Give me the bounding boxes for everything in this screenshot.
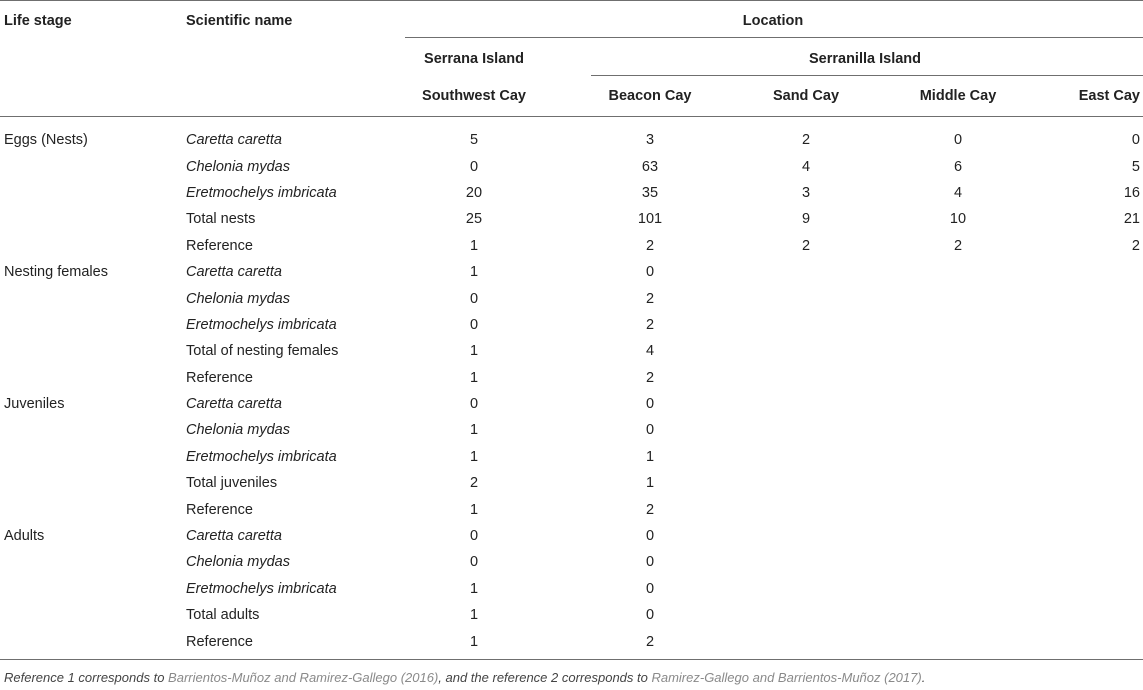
row-values-cell — [406, 549, 1143, 575]
value-cell: 5 — [469, 132, 479, 149]
value-cell: 0 — [469, 316, 479, 333]
row-label-cell — [0, 365, 406, 391]
row-values-cell — [406, 259, 1143, 285]
row-label-cell — [0, 259, 406, 285]
value-cell: 1 — [469, 448, 479, 465]
value-cell: 0 — [645, 264, 655, 281]
row-values-cell — [406, 523, 1143, 549]
row-label-cell — [0, 180, 406, 206]
species-name: Caretta caretta — [186, 132, 282, 149]
value-cell: 2 — [801, 132, 811, 149]
life-stage-label: Nesting females — [4, 264, 108, 281]
value-cell: 0 — [469, 554, 479, 571]
species-name: Chelonia mydas — [186, 422, 290, 439]
value-cell: 1 — [645, 448, 655, 465]
table-row — [0, 470, 1143, 496]
value-cell: 2 — [645, 633, 655, 650]
value-cell: 1 — [469, 237, 479, 254]
value-cell: 5 — [1131, 158, 1140, 175]
value-cell: 3 — [801, 184, 811, 201]
table-row — [0, 602, 1143, 628]
row-values-cell — [406, 417, 1143, 443]
value-cell: 1 — [469, 633, 479, 650]
row-values-cell — [406, 338, 1143, 364]
row-values-cell — [406, 285, 1143, 311]
species-name: Eretmochelys imbricata — [186, 184, 337, 201]
value-cell: 4 — [645, 343, 655, 360]
footnote-text-2: , and the reference 2 corresponds to — [438, 670, 652, 685]
value-cell: 0 — [645, 580, 655, 597]
value-cell: 2 — [645, 501, 655, 518]
value-cell: 2 — [645, 369, 655, 386]
row-label-cell — [0, 417, 406, 443]
value-cell: 2 — [801, 237, 811, 254]
species-name: Caretta caretta — [186, 396, 282, 413]
row-label-cell — [0, 233, 406, 259]
value-cell: 1 — [469, 264, 479, 281]
value-cell: 0 — [469, 158, 479, 175]
row-label: Reference — [186, 369, 253, 386]
row-label: Reference — [186, 633, 253, 650]
header-location: Location — [742, 13, 804, 29]
table-row — [0, 523, 1143, 549]
value-cell: 1 — [645, 475, 655, 492]
footnote-reference-2-link[interactable]: Ramirez-Gallego and Barrientos-Muñoz (2017) — [651, 670, 922, 685]
species-name: Chelonia mydas — [186, 554, 290, 571]
row-values-cell — [406, 233, 1143, 259]
value-cell: 4 — [801, 158, 811, 175]
value-cell: 20 — [465, 184, 483, 201]
header-serrana-island: Serrana Island — [424, 51, 524, 67]
value-cell: 0 — [469, 528, 479, 545]
value-cell: 10 — [949, 211, 967, 228]
row-label: Total juveniles — [186, 475, 278, 492]
header-bottom-rule — [0, 116, 1143, 117]
value-cell: 0 — [645, 422, 655, 439]
footnote-text-1: Reference 1 corresponds to — [4, 670, 169, 685]
header-cay-middle: Middle Cay — [919, 88, 997, 104]
value-cell: 1 — [469, 422, 479, 439]
value-cell: 0 — [645, 607, 655, 624]
value-cell: 4 — [953, 184, 963, 201]
value-cell: 2 — [645, 290, 655, 307]
value-cell: 6 — [953, 158, 963, 175]
species-name: Chelonia mydas — [186, 158, 290, 175]
row-values-cell — [406, 391, 1143, 417]
row-label-cell — [0, 549, 406, 575]
serranilla-rule — [591, 75, 1143, 76]
row-values-cell — [406, 628, 1143, 654]
table-row — [0, 496, 1143, 522]
row-values-cell — [406, 576, 1143, 602]
value-cell: 1 — [469, 369, 479, 386]
life-stage-label: Juveniles — [4, 396, 65, 413]
row-label-cell — [0, 576, 406, 602]
row-values-cell — [406, 602, 1143, 628]
table-row — [0, 259, 1143, 285]
table-top-rule — [0, 0, 1143, 1]
species-name: Caretta caretta — [186, 528, 282, 545]
row-values-cell — [406, 496, 1143, 522]
species-name: Eretmochelys imbricata — [186, 448, 337, 465]
row-label-cell — [0, 628, 406, 654]
value-cell: 1 — [469, 607, 479, 624]
species-name: Eretmochelys imbricata — [186, 316, 337, 333]
table-row — [0, 444, 1143, 470]
row-values-cell — [406, 444, 1143, 470]
value-cell: 101 — [637, 211, 663, 228]
value-cell: 63 — [641, 158, 659, 175]
value-cell: 0 — [645, 528, 655, 545]
table-row — [0, 233, 1143, 259]
row-values-cell — [406, 180, 1143, 206]
row-label-cell — [0, 312, 406, 338]
row-label-cell — [0, 206, 406, 232]
value-cell: 2 — [645, 237, 655, 254]
value-cell: 3 — [645, 132, 655, 149]
value-cell: 0 — [953, 132, 963, 149]
row-label-cell — [0, 285, 406, 311]
value-cell: 2 — [1131, 237, 1140, 254]
species-name: Caretta caretta — [186, 264, 282, 281]
row-label-cell — [0, 602, 406, 628]
footnote-reference-1-link[interactable]: Barrientos-Muñoz and Ramirez-Gallego (2016) — [168, 670, 439, 685]
row-label: Reference — [186, 237, 253, 254]
value-cell: 2 — [645, 316, 655, 333]
row-label-cell — [0, 523, 406, 549]
value-cell: 9 — [801, 211, 811, 228]
location-rule — [405, 37, 1143, 38]
header-cay-east: East Cay — [1078, 88, 1140, 104]
species-name: Chelonia mydas — [186, 290, 290, 307]
footnote-text-3: . — [921, 670, 926, 685]
table-row — [0, 576, 1143, 602]
row-label-cell — [0, 470, 406, 496]
table-bottom-rule — [0, 659, 1143, 660]
species-name: Eretmochelys imbricata — [186, 580, 337, 597]
value-cell: 0 — [1131, 132, 1140, 149]
row-label-cell — [0, 153, 406, 179]
life-stage-label: Eggs (Nests) — [4, 132, 88, 149]
row-values-cell — [406, 206, 1143, 232]
table-footnote — [4, 670, 925, 685]
table-row — [0, 206, 1143, 232]
table-row — [0, 312, 1143, 338]
value-cell: 1 — [469, 343, 479, 360]
value-cell: 1 — [469, 580, 479, 597]
header-serranilla-island: Serranilla Island — [808, 51, 922, 67]
value-cell: 25 — [465, 211, 483, 228]
value-cell: 35 — [641, 184, 659, 201]
row-label: Total nests — [186, 211, 256, 228]
row-label: Total adults — [186, 607, 260, 624]
value-cell: 0 — [469, 290, 479, 307]
table-row — [0, 127, 1143, 153]
table-row — [0, 285, 1143, 311]
value-cell: 0 — [645, 554, 655, 571]
row-values-cell — [406, 127, 1143, 153]
table-row — [0, 153, 1143, 179]
table-row — [0, 391, 1143, 417]
header-cay-sand: Sand Cay — [772, 88, 840, 104]
row-label: Reference — [186, 501, 253, 518]
row-label-cell — [0, 127, 406, 153]
table-row — [0, 549, 1143, 575]
value-cell: 2 — [469, 475, 479, 492]
row-values-cell — [406, 153, 1143, 179]
row-label-cell — [0, 496, 406, 522]
row-label: Total of nesting females — [186, 343, 339, 360]
header-scientific-name: Scientific name — [186, 13, 293, 29]
row-values-cell — [406, 312, 1143, 338]
table-row — [0, 180, 1143, 206]
value-cell: 21 — [1123, 211, 1140, 228]
value-cell: 1 — [469, 501, 479, 518]
table-row — [0, 628, 1143, 654]
row-label-cell — [0, 338, 406, 364]
row-label-cell — [0, 391, 406, 417]
table-body — [0, 127, 1143, 655]
row-values-cell — [406, 365, 1143, 391]
row-label-cell — [0, 444, 406, 470]
table-row — [0, 338, 1143, 364]
header-cay-southwest: Southwest Cay — [422, 88, 526, 104]
value-cell: 0 — [469, 396, 479, 413]
value-cell: 16 — [1123, 184, 1140, 201]
row-values-cell — [406, 470, 1143, 496]
life-stage-label: Adults — [4, 528, 45, 545]
value-cell: 0 — [645, 396, 655, 413]
table-row — [0, 417, 1143, 443]
header-cay-beacon: Beacon Cay — [608, 88, 692, 104]
value-cell: 2 — [953, 237, 963, 254]
table-row — [0, 365, 1143, 391]
header-life-stage: Life stage — [4, 13, 72, 29]
